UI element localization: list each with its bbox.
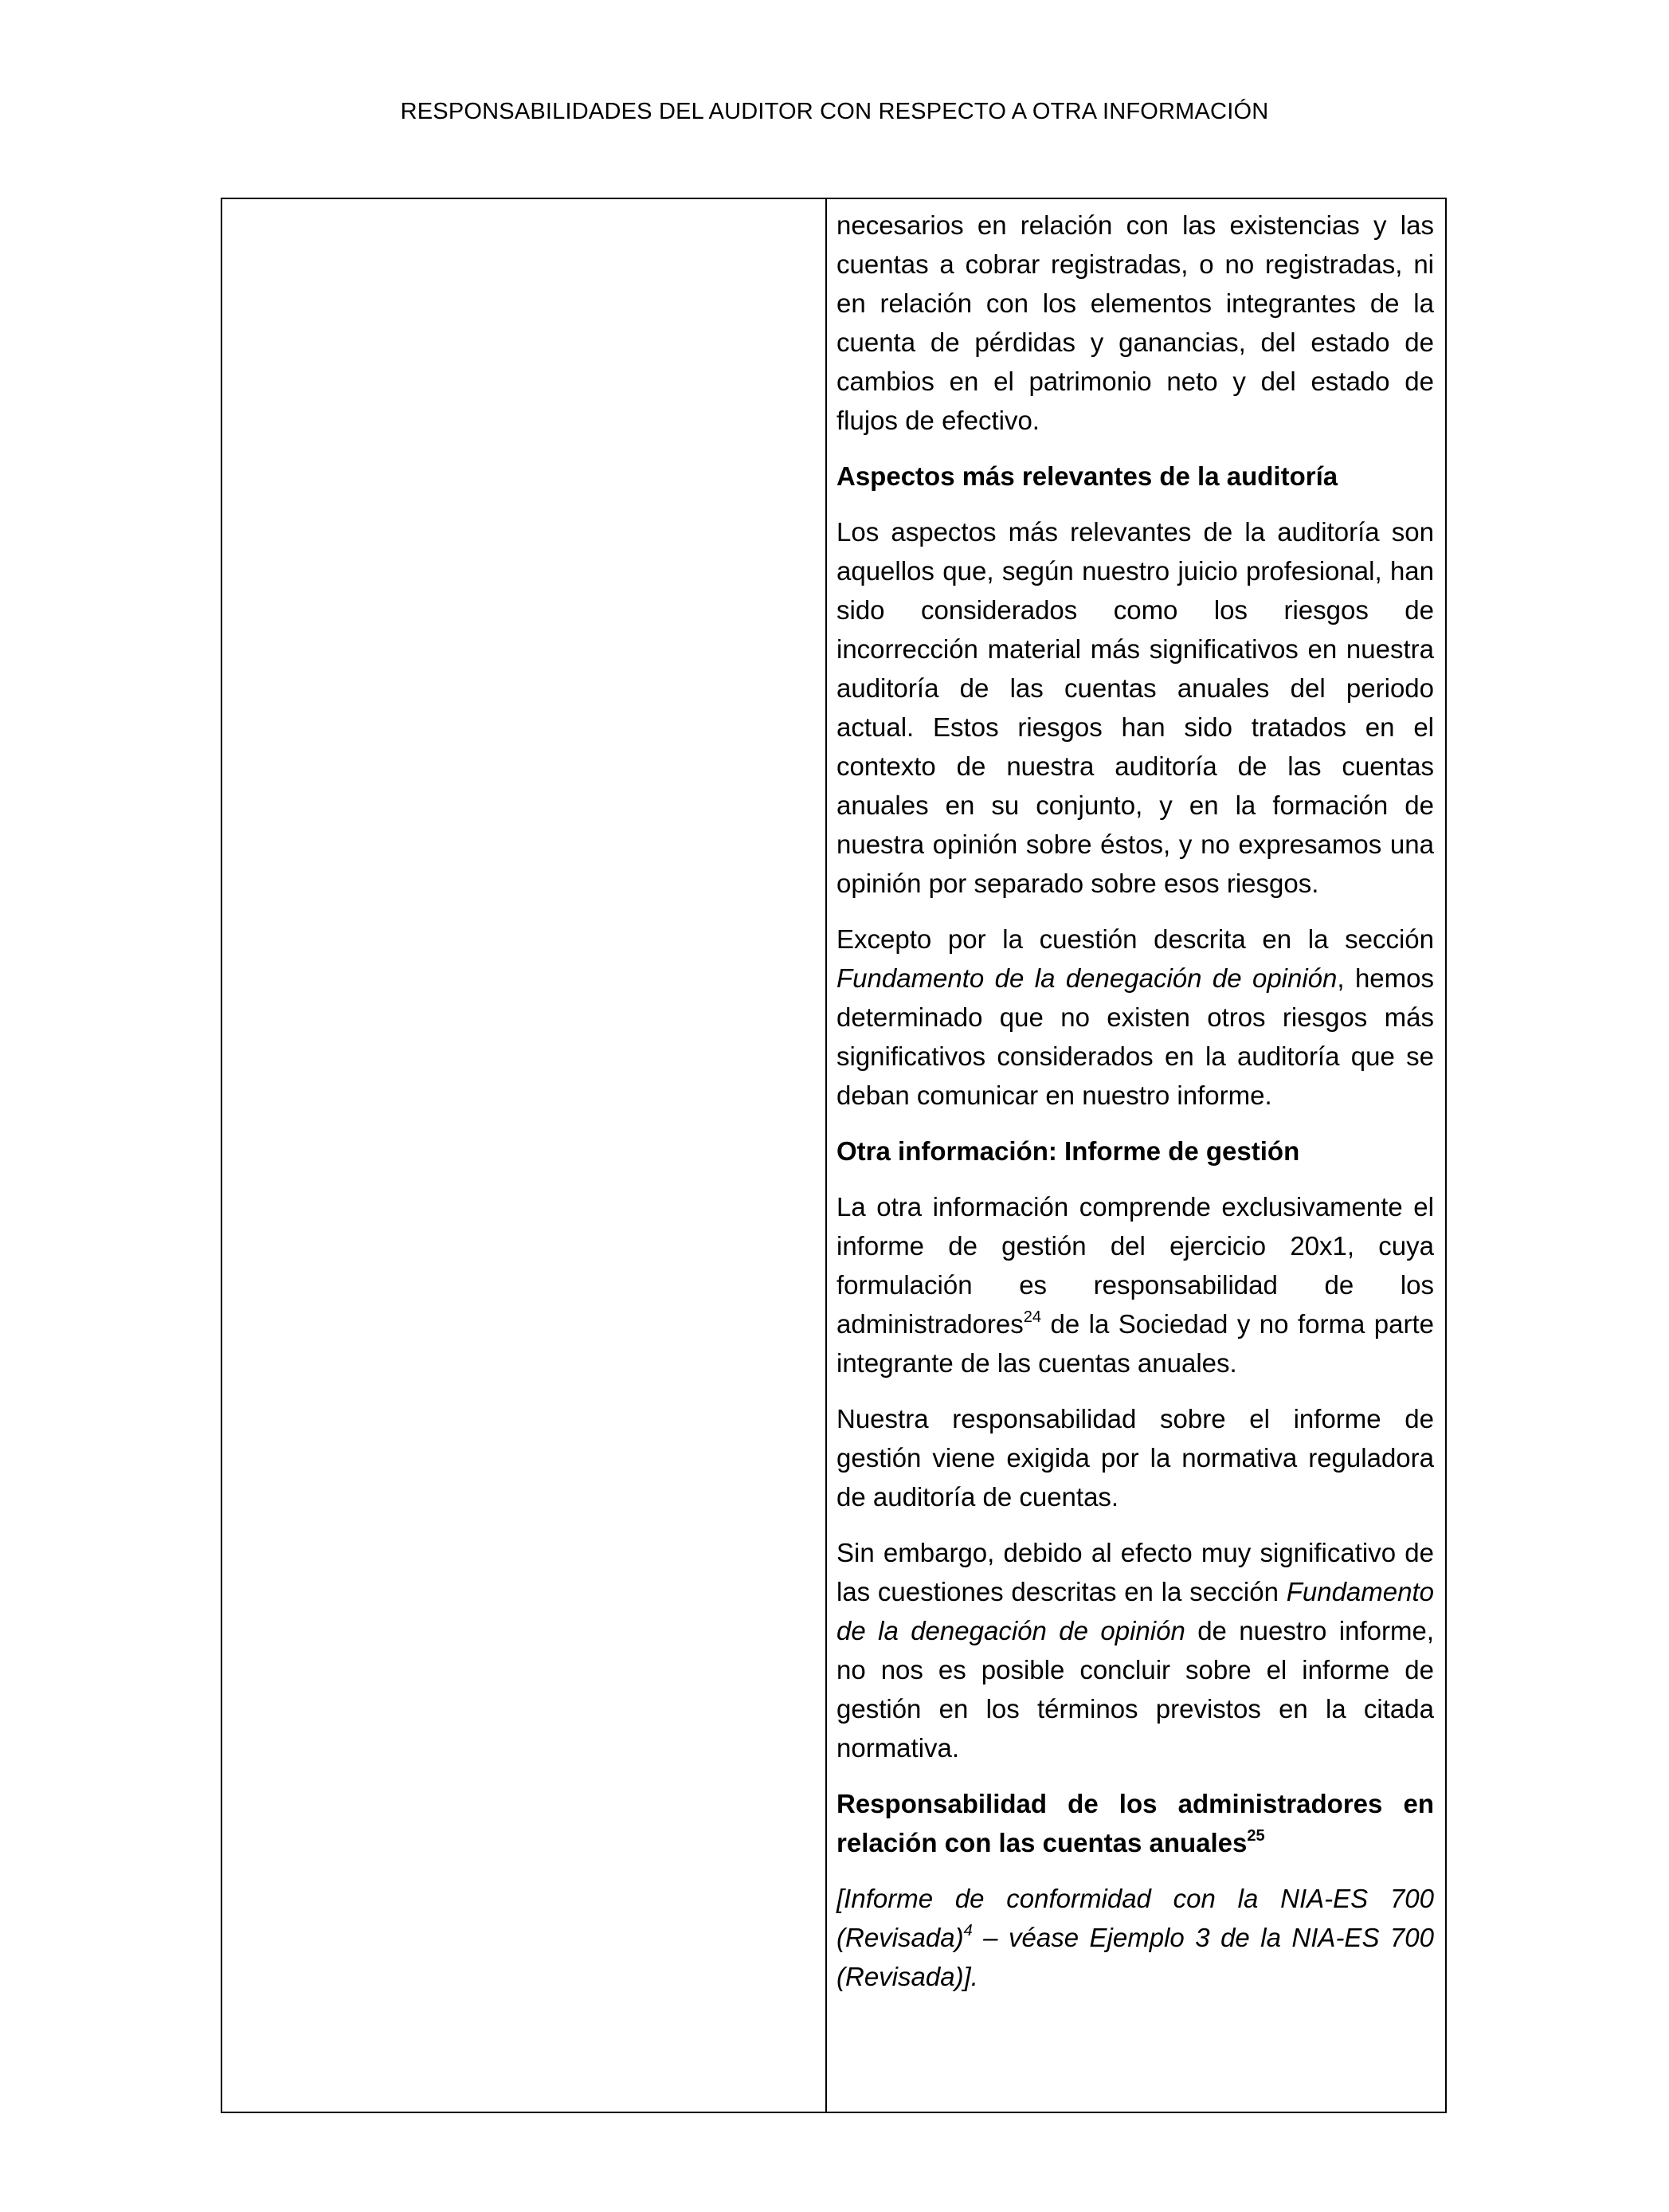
paragraph-otra-informacion-text-b: de la Sociedad y no forma parte integrante de las cuentas anuales. xyxy=(836,1309,1434,1378)
nia-reference-text-a: [Informe de conformidad con la NIA-ES 700 (Revisada) xyxy=(836,1884,1434,1952)
nia-reference-text xyxy=(836,1884,1434,1991)
footnote-marker: 4 xyxy=(963,1922,973,1939)
paragraph-sin-embargo-text-b: de nuestro informe, no nos es posible concluir sobre el informe de gestión en los términos previstos en la citada normativa. xyxy=(836,1616,1434,1763)
nia-reference-text-b: – véase Ejemplo 3 de la NIA-ES 700 (Revisada)]. xyxy=(836,1923,1434,1991)
paragraph-aspectos-relevantes: Los aspectos más relevantes de la auditoría son aquellos que, según nuestro juicio profesional, han sido considerados como los riesgos de incorrección material más significativos en nuestra auditoría de las cuentas anuales del periodo actual. Estos riesgos han sido tratados en el contexto de nuestra auditoría de las cuentas anuales en su conjunto, y en la formación de nuestra opinión sobre éstos, y no expresamos una opinión por separado sobre esos riesgos. xyxy=(836,517,1434,898)
heading-responsabilidad-administradores xyxy=(836,1784,1434,1862)
table-left-column xyxy=(222,199,827,2112)
section-reference: Fundamento de la denegación de opinión xyxy=(836,963,1338,993)
paragraph-otra-informacion xyxy=(836,1187,1434,1382)
footnote-marker: 24 xyxy=(1023,1308,1042,1326)
paragraph-excepto-text-a: Excepto por la cuestión descrita en la sección xyxy=(836,924,1434,954)
heading-responsabilidad-administradores-text: Responsabilidad de los administradores en relación con las cuentas anuales xyxy=(836,1789,1434,1857)
footnote-marker: 25 xyxy=(1247,1827,1265,1845)
heading-aspectos-relevantes: Aspectos más relevantes de la auditoría xyxy=(836,461,1338,491)
heading-otra-informacion: Otra información: Informe de gestión xyxy=(836,1136,1300,1166)
paragraph-excepto-text-b: , hemos determinado que no existen otros riesgos más significativos considerados en la auditoría que se deban comunicar en nuestro informe. xyxy=(836,963,1434,1110)
section-reference: Fundamento de la denegación de opinión xyxy=(836,1577,1434,1645)
table-right-column xyxy=(827,199,1445,2112)
paragraph-sin-embargo xyxy=(836,1533,1434,1767)
page-header: RESPONSABILIDADES DEL AUDITOR CON RESPECTO A OTRA INFORMACIÓN xyxy=(400,99,1269,124)
paragraph-nia-reference xyxy=(836,1879,1434,1996)
paragraph-excepto xyxy=(836,920,1434,1115)
report-table xyxy=(221,198,1447,2113)
paragraph-sin-embargo-text-a: Sin embargo, debido al efecto muy significativo de las cuestiones descritas en la sección xyxy=(836,1538,1434,1606)
paragraph-existencias: necesarios en relación con las existencias y las cuentas a cobrar registradas, o no registradas, ni en relación con los elementos integrantes de la cuenta de pérdidas y ganancias, del estado de cambios en el patrimonio neto y del estado de flujos de efectivo. xyxy=(836,210,1434,435)
paragraph-otra-informacion-text-a: La otra información comprende exclusivamente el informe de gestión del ejercicio 20x1, cuya formulación es responsabilidad de los administradores xyxy=(836,1192,1434,1339)
paragraph-nuestra-responsabilidad: Nuestra responsabilidad sobre el informe de gestión viene exigida por la normativa reguladora de auditoría de cuentas. xyxy=(836,1404,1434,1512)
